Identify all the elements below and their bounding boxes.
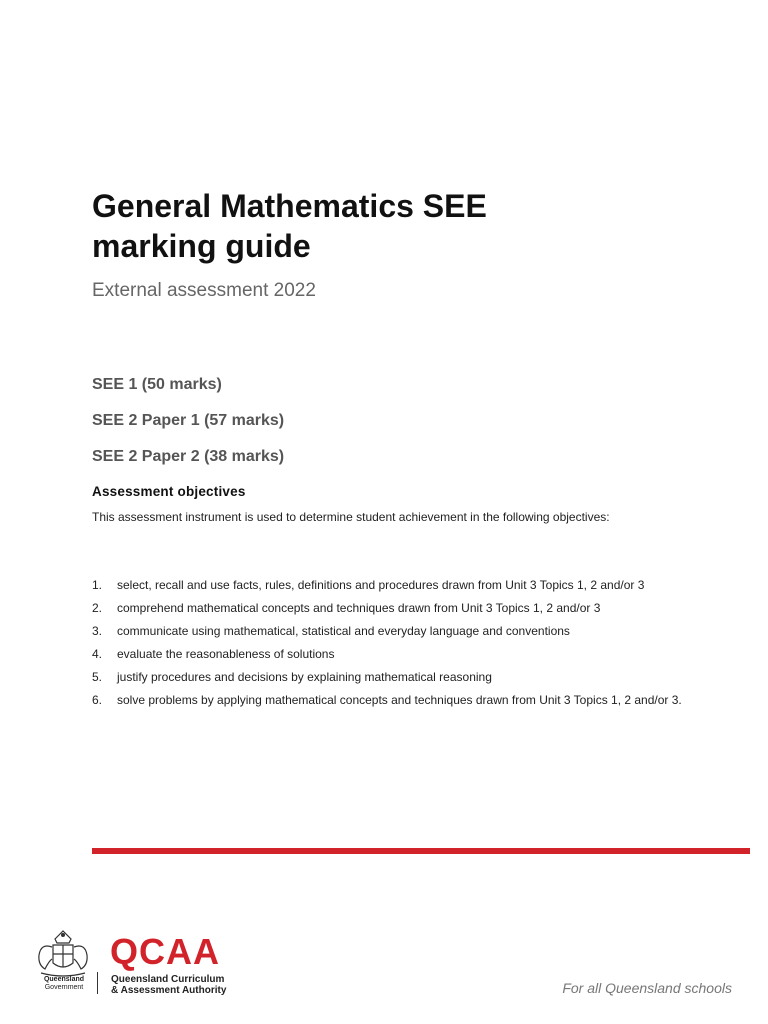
see-item-1: SEE 1 (50 marks) [92, 376, 222, 393]
logo-separator [97, 972, 98, 994]
title-line-2: marking guide [92, 228, 311, 264]
title-line-1: General Mathematics SEE [92, 188, 487, 224]
list-item-text: evaluate the reasonableness of solutions [117, 647, 335, 661]
footer-divider-line [92, 848, 750, 854]
document-title [92, 186, 652, 266]
list-item-number: 2. [92, 601, 103, 615]
list-item-text: communicate using mathematical, statistical and everyday language and conventions [117, 624, 570, 638]
list-item [92, 601, 682, 616]
list-item-text: select, recall and use facts, rules, definitions and procedures drawn from Unit 3 Topics 1, 2 and/or 3 [117, 578, 645, 592]
list-item [92, 624, 682, 639]
gov-line-2: Government [44, 984, 84, 991]
list-item-number: 5. [92, 670, 103, 684]
list-item [92, 578, 682, 593]
see-item-3: SEE 2 Paper 2 (38 marks) [92, 448, 285, 465]
list-item-number: 1. [92, 578, 103, 592]
qcaa-name-line-1: Queensland Curriculum [111, 974, 225, 985]
list-item [92, 670, 682, 685]
list-item [92, 647, 682, 662]
see-item-2: SEE 2 Paper 1 (57 marks) [92, 412, 285, 429]
list-item-text: solve problems by applying mathematical concepts and techniques drawn from Unit 3 Topics 1, 2 and/or 3. [117, 693, 682, 707]
gov-line-1: Queensland [43, 976, 85, 983]
qcaa-logo: QCAA [110, 931, 220, 972]
list-item-number: 6. [92, 693, 103, 707]
footer-tagline: For all Queensland schools [562, 980, 732, 996]
objectives-heading: Assessment objectives [92, 484, 246, 499]
document-subtitle: External assessment 2022 [92, 280, 316, 301]
list-item-text: comprehend mathematical concepts and techniques drawn from Unit 3 Topics 1, 2 and/or 3 [117, 601, 601, 615]
list-item-number: 3. [92, 624, 103, 638]
qcaa-name-line-2: & Assessment Authority [111, 985, 227, 996]
objectives-list [92, 578, 682, 716]
list-item-number: 4. [92, 647, 103, 661]
list-item-text: justify procedures and decisions by explaining mathematical reasoning [117, 670, 492, 684]
list-item [92, 693, 682, 708]
objectives-intro: This assessment instrument is used to determine student achievement in the following objectives: [92, 510, 610, 524]
queensland-government-label [34, 976, 94, 992]
